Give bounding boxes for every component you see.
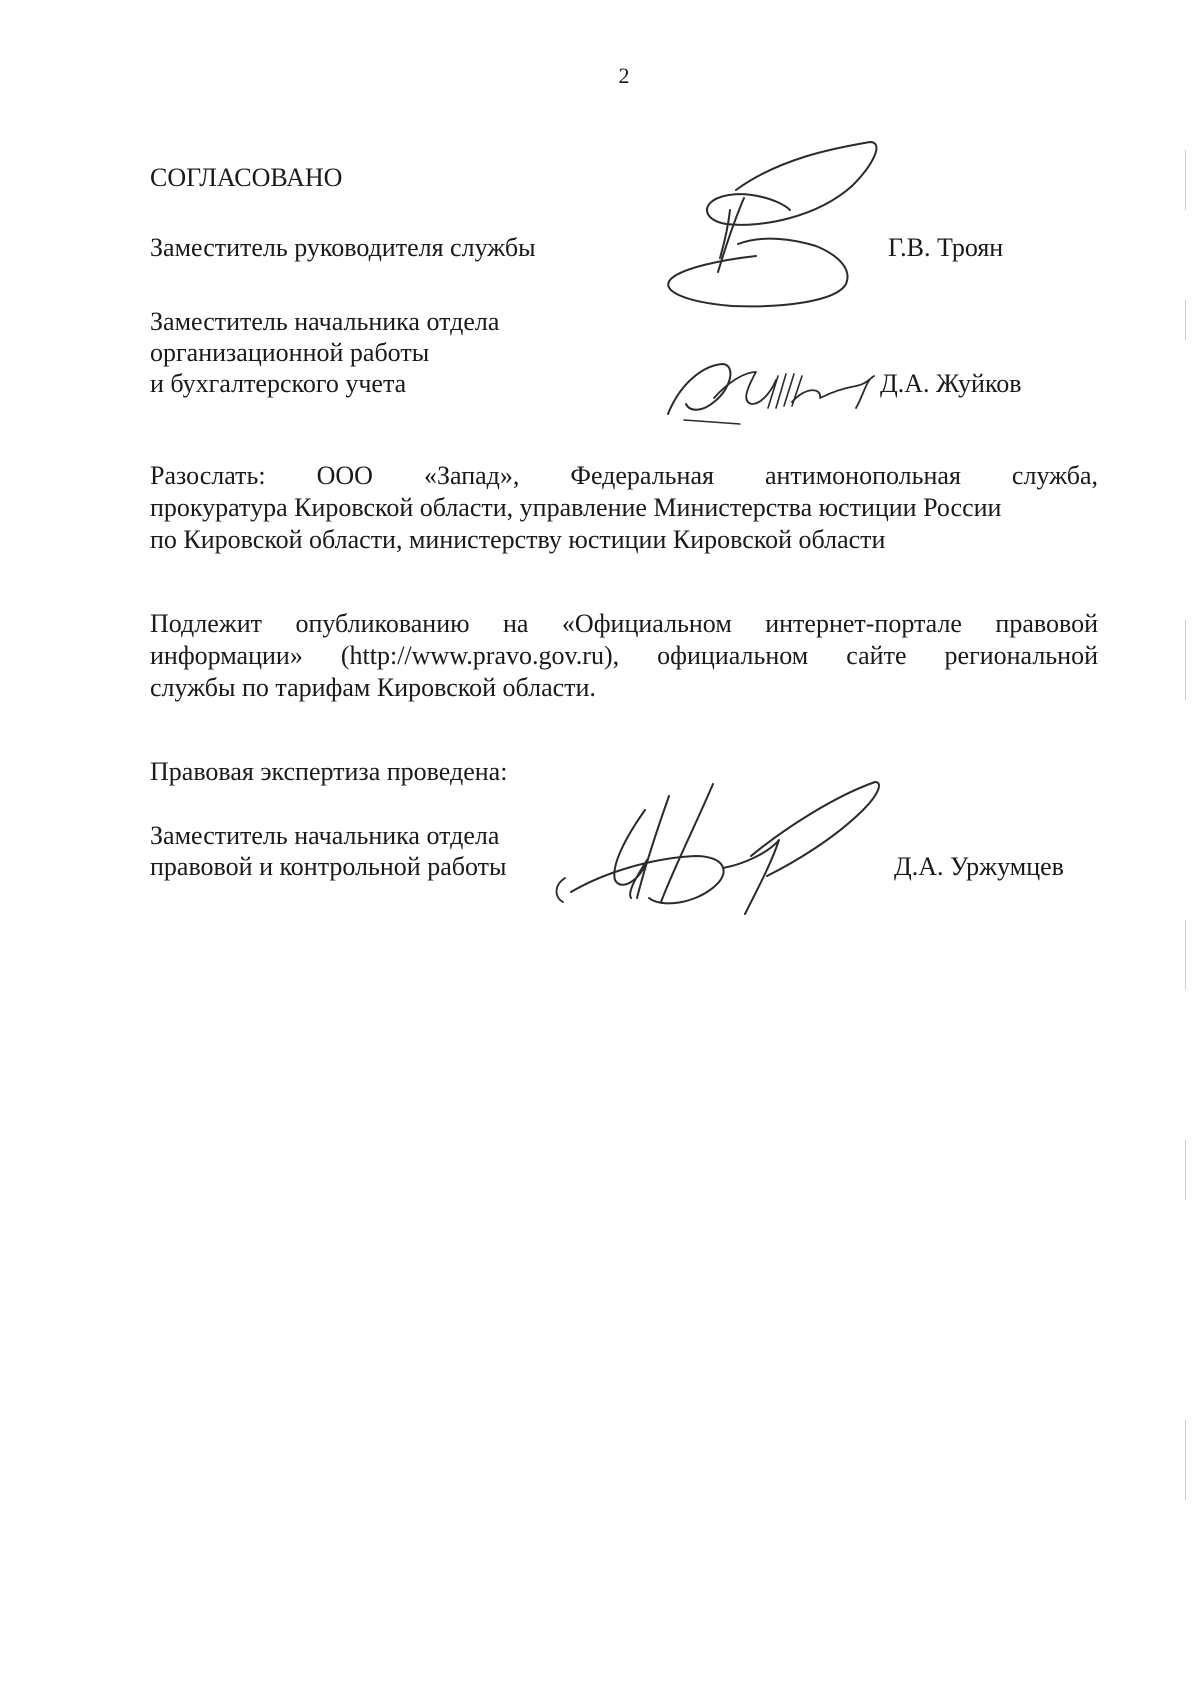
signatory-2-position-line-2: организационной работы — [150, 338, 430, 367]
legal-review-position-line-2: правовой и контрольной работы — [150, 852, 507, 881]
signatory-1-name: Г.В. Троян — [888, 233, 1004, 262]
distribution-list — [150, 460, 1098, 556]
distribution-line: прокуратура Кировской области, управление Министерства юстиции России — [150, 493, 1002, 522]
legal-review-position-line-1: Заместитель начальника отдела — [150, 821, 500, 850]
signatory-2-position-line-3: и бухгалтерского учета — [150, 369, 407, 398]
publication-notice — [150, 608, 1098, 704]
scan-edge-mark — [1185, 1420, 1186, 1500]
legal-review-name: Д.А. Уржумцев — [894, 852, 1064, 881]
page-number: 2 — [618, 63, 630, 88]
signatory-1-position: Заместитель руководителя службы — [150, 233, 536, 262]
signatory-2-position-line-1: Заместитель начальника отдела — [150, 307, 500, 336]
signature-3 — [545, 780, 915, 920]
scan-edge-mark — [1185, 300, 1186, 340]
publication-line: информации» (http://www.pravo.gov.ru), официальном сайте региональной — [150, 641, 1098, 670]
publication-line: службы по тарифам Кировской области. — [150, 673, 596, 702]
scan-edge-mark — [1185, 920, 1186, 990]
distribution-line: по Кировской области, министерству юстиции Кировской области — [150, 525, 886, 554]
scan-edge-mark — [1185, 1140, 1186, 1200]
signatory-2-name: Д.А. Жуйков — [880, 369, 1022, 398]
scan-edge-mark — [1185, 150, 1186, 210]
publication-line: Подлежит опубликованию на «Официальном интернет-портале правовой — [150, 609, 1098, 638]
legal-review-heading: Правовая экспертиза проведена: — [150, 757, 508, 786]
distribution-line: Разослать: ООО «Запад», Федеральная антимонопольная служба, — [150, 461, 1098, 490]
signature-2 — [660, 350, 900, 430]
approval-heading: СОГЛАСОВАНО — [150, 163, 343, 192]
scan-edge-mark — [1185, 620, 1186, 700]
signature-1 — [640, 140, 890, 330]
